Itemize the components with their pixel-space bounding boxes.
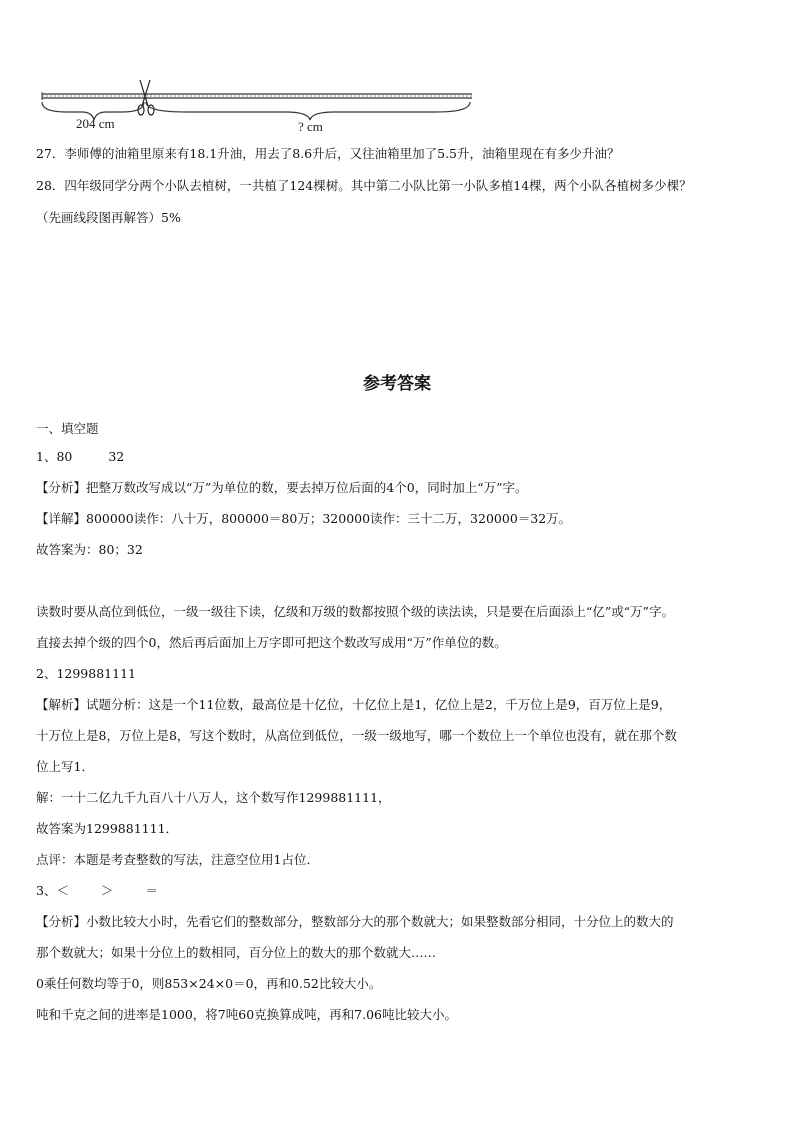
answer-2-line-2: 十万位上是8，万位上是8，写这个数时，从高位到低位，一级一级地写，哪一个数位上一个单位也没有，就在那个数 [36,728,677,743]
answer-3-line-3: 0乘任何数均等于0，则853×24×0＝0，再和0.52比较大小。 [36,976,382,991]
answer-1-heading [36,448,124,466]
question-28-line2: （先画线段图再解答）5% [36,210,181,225]
answer-1-analysis: 【分析】把整万数改写成以“万”为单位的数，要去掉万位后面的4个0，同时加上“万”字。 [36,480,528,495]
right-brace [146,102,470,120]
section-fill-blank-heading: 一、填空题 [36,421,99,436]
rope-diagram [36,76,476,136]
question-27: 27．李师傅的油箱里原来有18.1升油，用去了8.6升后，又往油箱里加了5.5升，油箱里现在有多少升油？ [36,146,620,161]
answer-3-symbol-3: ＝ [145,883,158,898]
answer-2-heading: 2、1299881111 [36,666,136,681]
answer-3-symbol-2: ＞ [100,883,114,898]
answer-1-note-2: 直接去掉个级的四个0，然后再后面加上万字即可把这个数改写成用“万”作单位的数。 [36,635,507,650]
answer-2-final: 故答案为1299881111． [36,821,179,836]
left-length-label: 204 cm [76,116,115,131]
answer-3-heading [36,882,158,900]
answer-2-line-3: 位上写1． [36,759,94,774]
answer-1-note-1: 读数时要从高位到低位，一级一级往下读，亿级和万级的数都按照个级的读法读，只是要在后面添上“亿”或“万”字。 [36,604,675,619]
answer-1-value-2: 32 [108,449,125,464]
answer-1-final: 故答案为：80；32 [36,542,143,557]
answer-1-detail: 【详解】800000读作：八十万，800000＝80万；320000读作：三十二万，320000＝32万。 [36,511,572,526]
answers-title: 参考答案 [363,374,431,394]
answer-3-line-1: 【分析】小数比较大小时，先看它们的整数部分，整数部分大的那个数就大；如果整数部分相同，十分位上的数大的 [36,914,674,929]
answer-1-value-1: 1、80 [36,449,73,464]
answer-3-symbol-1: 3、＜ [36,883,69,898]
answer-2-line-1: 【解析】试题分析：这是一个11位数，最高位是十亿位，十亿位上是1，亿位上是2，千万位上是9，百万位上是9， [36,697,672,712]
answer-2-comment: 点评：本题是考查整数的写法，注意空位用1占位． [36,852,319,867]
right-length-label: ? cm [298,119,323,134]
answer-3-line-2: 那个数就大；如果十分位上的数相同，百分位上的数大的那个数就大…… [36,945,437,960]
question-28-line1: 28．四年级同学分两个小队去植树，一共植了124棵树。其中第二小队比第一小队多植14棵，两个小队各植树多少棵？ [36,178,692,193]
answer-3-line-4: 吨和千克之间的进率是1000，将7吨60克换算成吨，再和7.06吨比较大小。 [36,1007,458,1022]
answer-2-solution: 解：一十二亿九千九百八十八万人，这个数写作1299881111， [36,790,391,805]
